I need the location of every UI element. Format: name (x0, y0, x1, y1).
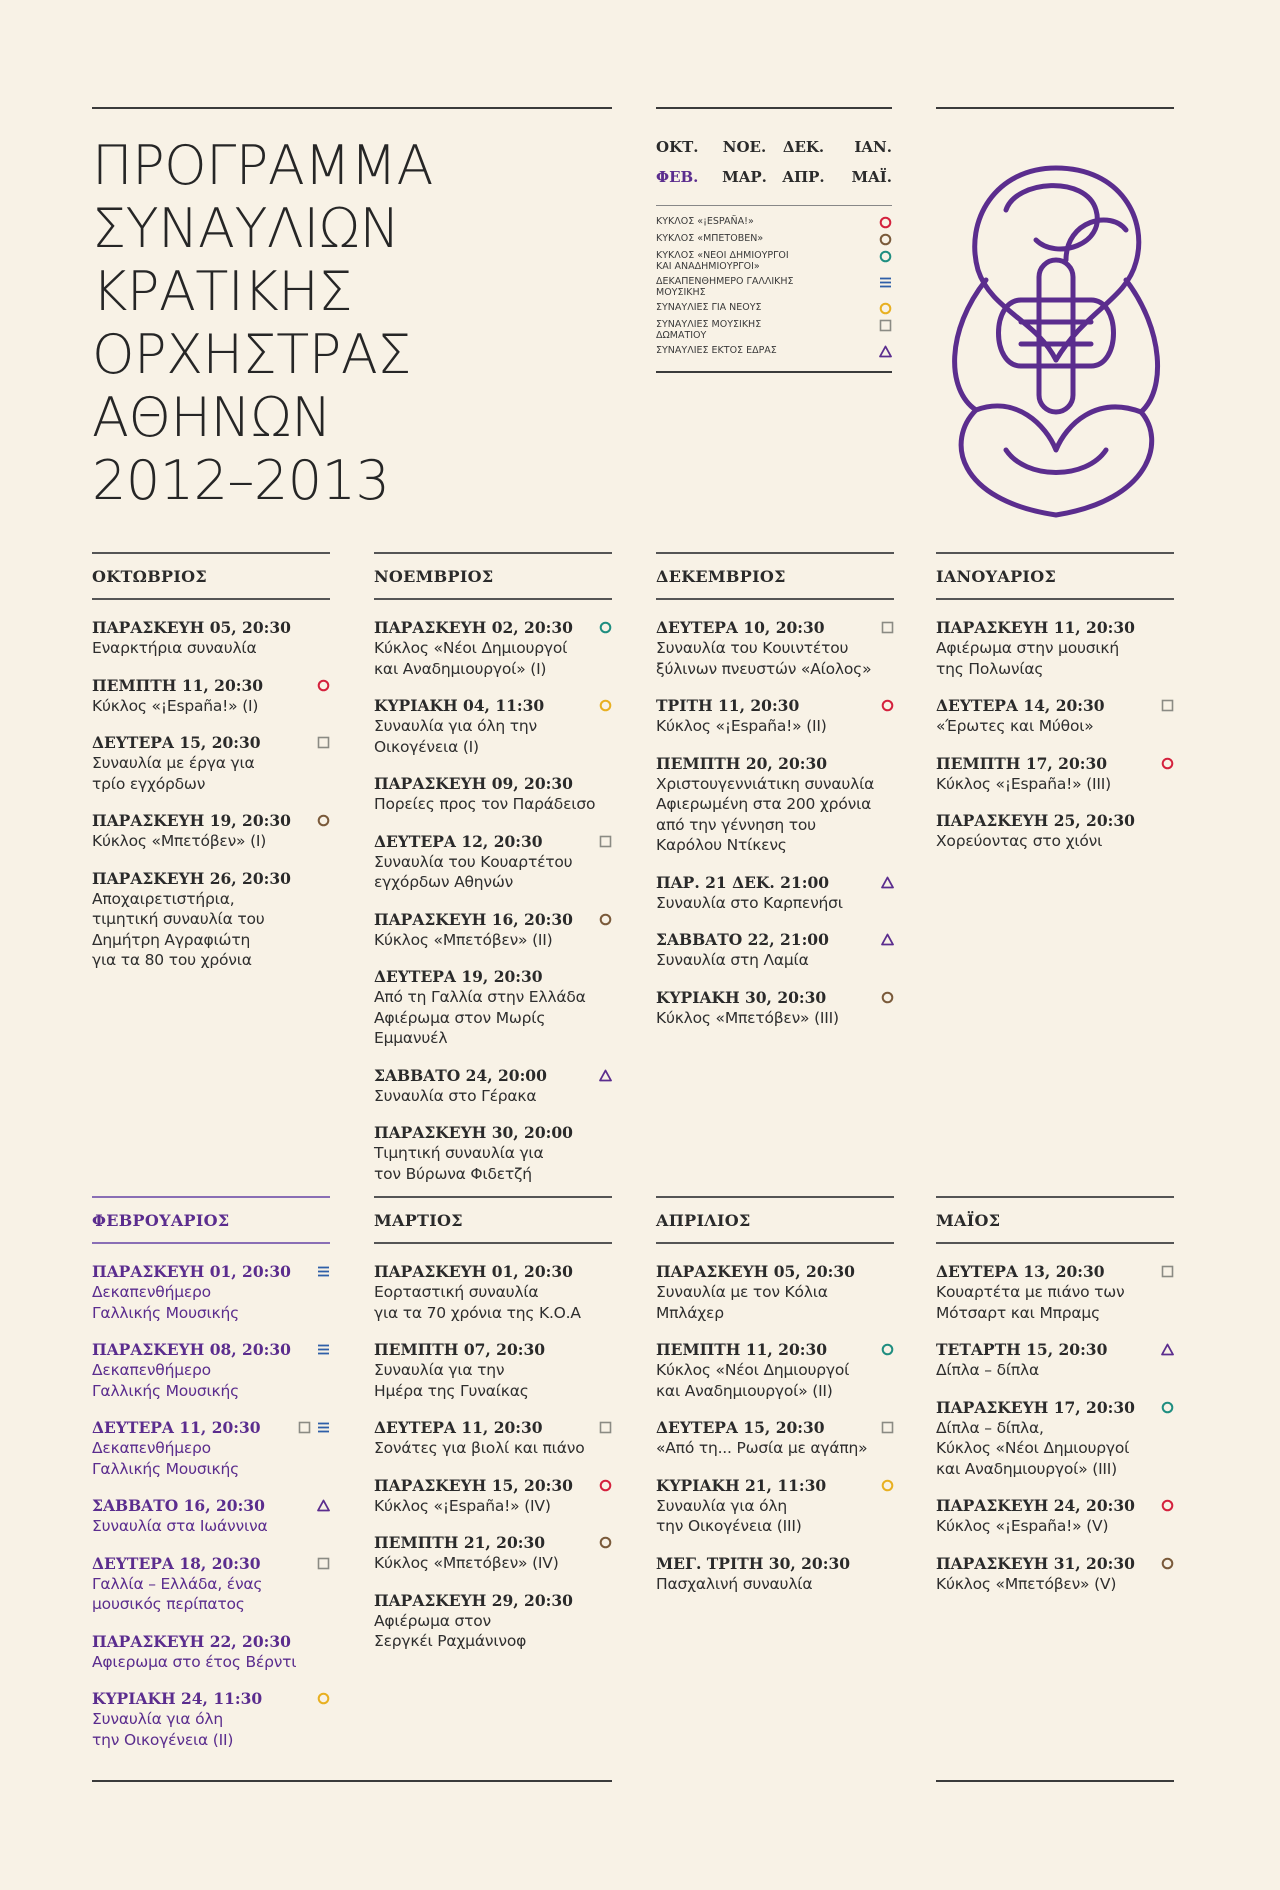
concert-date: ΔΕΥΤΕΡΑ 13, 20:30 (936, 1262, 1105, 1281)
title-line: ΠΡΟΓΡΑΜΜΑ (92, 134, 433, 197)
month-column (92, 1196, 330, 1767)
concert-symbols (881, 876, 894, 889)
concert-date: ΔΕΥΤΕΡΑ 12, 20:30 (374, 831, 543, 851)
concert-date: ΠΑΡΑΣΚΕΥΗ 19, 20:30 (92, 811, 291, 830)
concert-entry (374, 1418, 612, 1459)
concert-date: ΣΑΒΒΑΤΟ 16, 20:30 (92, 1496, 265, 1515)
title-line: ΑΘΗΝΩΝ (92, 386, 332, 449)
concert-description: Αφιερωμα στο έτος Βέρντι (92, 1652, 297, 1671)
concert-entry (92, 811, 330, 852)
concert-entry (374, 1262, 612, 1323)
beethoven-cycle-icon (599, 913, 612, 926)
concert-date: ΚΥΡΙΑΚΗ 04, 11:30 (374, 696, 545, 715)
concert-symbols (1161, 1557, 1174, 1570)
concert-symbols (317, 1343, 330, 1356)
concert-entry (656, 1476, 894, 1537)
month-heading: ΝΟΕΜΒΡΙΟΣ (374, 552, 612, 600)
concert-entry (656, 930, 894, 971)
concert-symbols (881, 991, 894, 1004)
legend-item (656, 216, 892, 229)
concert-entry (92, 676, 330, 717)
espana-cycle-icon (1161, 757, 1174, 770)
concert-entry (936, 754, 1174, 795)
concert-date: ΠΑΡΑΣΚΕΥΗ 15, 20:30 (374, 1475, 573, 1495)
legend-top-rule (656, 205, 892, 206)
concert-entry (656, 696, 894, 737)
youth-concert-icon (317, 1692, 330, 1705)
legend-item (656, 276, 892, 298)
concert-entry (92, 1262, 330, 1323)
concert-description: Εναρκτήρια συναυλία (92, 639, 257, 657)
month-column (656, 552, 894, 1045)
concert-description: Από τη Γαλλία στην Ελλάδα Αφιέρωμα στον Μωρίς Εμμανυέλ (374, 988, 586, 1047)
concert-description: Χριστουγεννιάτικη συναυλία Αφιερωμένη στα 200 χρόνια από την γέννηση του Καρόλου Ντίκενς (656, 774, 875, 854)
legend-item (656, 345, 892, 358)
concert-entry (936, 696, 1174, 737)
new-creators-cycle-icon (599, 621, 612, 634)
concert-symbols (599, 835, 612, 848)
concert-date: ΔΕΥΤΕΡΑ 14, 20:30 (936, 696, 1105, 715)
concert-description: Δεκαπενθήμερο Γαλλικής Μουσικής (92, 1361, 239, 1400)
concert-entry (92, 618, 330, 659)
beethoven-cycle-icon (879, 233, 892, 246)
legend (656, 216, 892, 362)
orchestra-logo-icon (936, 150, 1174, 522)
legend-bottom-rule (656, 371, 892, 373)
concert-date: ΔΕΥΤΕΡΑ 11, 20:30 (374, 1418, 543, 1437)
concert-entry (936, 618, 1174, 679)
concert-entry (374, 618, 612, 679)
concert-description: Συναυλία στο Καρπενήσι (656, 893, 843, 912)
concert-date: ΔΕΥΤΕΡΑ 15, 20:30 (92, 733, 261, 752)
offsite-concert-icon (879, 345, 892, 358)
concert-date: ΠΑΡΑΣΚΕΥΗ 09, 20:30 (374, 774, 573, 793)
title-line: 2012–2013 (92, 449, 390, 512)
concert-date: ΠΑΡΑΣΚΕΥΗ 11, 20:30 (936, 618, 1135, 637)
legend-item (656, 302, 892, 315)
concert-entry (936, 1398, 1174, 1480)
concert-description: Κύκλος «Μπετόβεν» (I) (92, 832, 267, 850)
month-column (374, 552, 612, 1201)
espana-cycle-icon (879, 216, 892, 229)
concert-symbols (317, 1499, 330, 1512)
concert-entry (374, 1340, 612, 1401)
concert-entry (374, 1476, 612, 1517)
french-music-icon (879, 276, 892, 289)
month-heading: ΑΠΡΙΛΙΟΣ (656, 1196, 894, 1244)
espana-cycle-icon (317, 679, 330, 692)
concert-entry (936, 1496, 1174, 1537)
concert-entry (374, 1123, 612, 1184)
concert-date: ΠΑΡΑΣΚΕΥΗ 29, 20:30 (374, 1590, 573, 1610)
concert-symbols (881, 1421, 894, 1434)
offsite-concert-icon (881, 933, 894, 946)
legend-label: ΣΥΝΑΥΛΙΕΣ ΜΟΥΣΙΚΗΣ ΔΩΜΑΤΙΟΥ (656, 319, 762, 341)
concert-entry (92, 1340, 330, 1401)
concert-description: Κύκλος «¡España!» (I) (92, 696, 259, 715)
concert-symbols (599, 1421, 612, 1434)
chamber-music-icon (298, 1421, 311, 1434)
concert-entry (374, 1066, 612, 1107)
concert-symbols (1161, 1499, 1174, 1512)
concert-description: Κύκλος «¡España!» (II) (656, 717, 827, 735)
title-line: ΟΡΧΗΣΤΡΑΣ (92, 323, 411, 386)
concert-date: ΠΑΡΑΣΚΕΥΗ 05, 20:30 (656, 1262, 855, 1281)
concert-date: ΠΑΡΑΣΚΕΥΗ 17, 20:30 (936, 1397, 1135, 1417)
concert-entry (656, 1262, 894, 1323)
concert-description: Εορταστική συναυλία για τα 70 χρόνια της Κ.Ο.Α (374, 1283, 581, 1322)
chamber-music-icon (881, 1421, 894, 1434)
month-heading: ΦΕΒΡΟΥΑΡΙΟΣ (92, 1196, 330, 1244)
concert-symbols (881, 621, 894, 634)
month-abbrev: ΔΕΚ. (782, 138, 825, 156)
concert-description: Συναυλία με έργα για τρίο εγχόρδων (92, 754, 255, 793)
concert-entry (374, 696, 612, 757)
concert-symbols (1161, 1401, 1174, 1414)
concert-description: Κουαρτέτα με πιάνο των Μότσαρτ και Μπραμς (936, 1283, 1125, 1322)
chamber-music-icon (1161, 699, 1174, 712)
concert-description: Κύκλος «Μπετόβεν» (III) (656, 1008, 839, 1027)
concert-symbols (881, 699, 894, 712)
title-line: ΣΥΝΑΥΛΙΩΝ (92, 197, 400, 260)
title-line: ΚΡΑΤΙΚΗΣ (92, 260, 352, 323)
concert-symbols (1161, 699, 1174, 712)
concert-date: ΠΑΡΑΣΚΕΥΗ 25, 20:30 (936, 811, 1135, 830)
month-abbrev: ΜΑΡ. (722, 168, 767, 186)
concert-description: Αποχαιρετιστήρια, τιμητική συναυλία του Δημήτρη Αγραφιώτη για τα 80 του χρόνια (92, 889, 265, 969)
concert-entry (656, 1554, 894, 1595)
month-index (656, 138, 892, 186)
month-abbrev: ΜΑΪ. (851, 168, 892, 186)
espana-cycle-icon (881, 699, 894, 712)
concert-date: ΠΕΜΠΤΗ 11, 20:30 (92, 675, 264, 695)
offsite-concert-icon (1161, 1343, 1174, 1356)
concert-date: ΜΕΓ. ΤΡΙΤΗ 30, 20:30 (656, 1553, 851, 1573)
concert-description: Δίπλα – δίπλα, Κύκλος «Νέοι Δημιουργοί και Αναδημιουργοί» (III) (936, 1418, 1130, 1478)
concert-entry (374, 1533, 612, 1574)
top-rule-middle (656, 107, 892, 109)
concert-date: ΔΕΥΤΕΡΑ 15, 20:30 (656, 1418, 825, 1437)
month-heading: ΙΑΝΟΥΑΡΙΟΣ (936, 552, 1174, 600)
concert-date: ΠΑΡΑΣΚΕΥΗ 26, 20:30 (92, 868, 291, 888)
concert-symbols (881, 933, 894, 946)
concert-symbols (599, 699, 612, 712)
concert-entry (936, 1554, 1174, 1595)
french-music-icon (317, 1265, 330, 1278)
concert-date: ΠΕΜΠΤΗ 21, 20:30 (374, 1533, 546, 1552)
legend-label: ΣΥΝΑΥΛΙΕΣ ΕΚΤΟΣ ΕΔΡΑΣ (656, 345, 777, 356)
concert-symbols (599, 1536, 612, 1549)
legend-item (656, 250, 892, 272)
concert-description: Συναυλία για όλη την Οικογένεια (I) (374, 717, 537, 756)
espana-cycle-icon (599, 1479, 612, 1492)
concert-entry (92, 1689, 330, 1750)
concert-description: Συναυλία για όλη την Οικογένεια (III) (656, 1496, 802, 1535)
concert-date: ΔΕΥΤΕΡΑ 10, 20:30 (656, 618, 825, 637)
concert-description: Συναυλία στα Ιωάννινα (92, 1517, 268, 1535)
concert-description: Συναυλία στη Λαμία (656, 951, 809, 969)
month-heading: ΟΚΤΩΒΡΙΟΣ (92, 552, 330, 600)
concert-date: ΠΑΡ. 21 ΔΕΚ. 21:00 (656, 872, 830, 892)
concert-entry (656, 754, 894, 856)
concert-symbols (317, 736, 330, 749)
offsite-concert-icon (881, 876, 894, 889)
concert-date: ΚΥΡΙΑΚΗ 21, 11:30 (656, 1475, 827, 1495)
beethoven-cycle-icon (1161, 1557, 1174, 1570)
concert-symbols (599, 621, 612, 634)
offsite-concert-icon (317, 1499, 330, 1512)
concert-description: Αφιέρωμα στην μουσική της Πολωνίας (936, 639, 1119, 678)
concert-date: ΚΥΡΙΑΚΗ 24, 11:30 (92, 1689, 263, 1708)
month-column (374, 1196, 612, 1669)
concert-date: ΤΕΤΑΡΤΗ 15, 20:30 (936, 1340, 1108, 1359)
chamber-music-icon (317, 1557, 330, 1570)
concert-entry (936, 811, 1174, 852)
chamber-music-icon (317, 736, 330, 749)
legend-label: ΚΥΚΛΟΣ «ΜΠΕΤΟΒΕΝ» (656, 233, 764, 244)
concert-description: Αφιέρωμα στον Σεργκέι Ραχμάνινοφ (374, 1611, 527, 1650)
concert-entry (374, 1591, 612, 1652)
beethoven-cycle-icon (317, 814, 330, 827)
chamber-music-icon (879, 319, 892, 332)
concert-entry (92, 869, 330, 971)
concert-description: Κύκλος «¡España!» (IV) (374, 1496, 551, 1515)
espana-cycle-icon (1161, 1499, 1174, 1512)
concert-date: ΣΑΒΒΑΤΟ 24, 20:00 (374, 1065, 547, 1085)
month-abbrev: ΟΚΤ. (656, 138, 699, 156)
beethoven-cycle-icon (881, 991, 894, 1004)
new-creators-cycle-icon (881, 1343, 894, 1356)
concert-symbols (1161, 1265, 1174, 1278)
month-abbrev: ΝΟΕ. (722, 138, 767, 156)
chamber-music-icon (599, 1421, 612, 1434)
legend-label: ΣΥΝΑΥΛΙΕΣ ΓΙΑ ΝΕΟΥΣ (656, 302, 762, 313)
concert-symbols (317, 1557, 330, 1570)
top-rule-right (936, 107, 1174, 109)
concert-description: Κύκλος «Νέοι Δημιουργοί και Αναδημιουργοί» (II) (656, 1361, 850, 1400)
concert-entry (92, 733, 330, 794)
concert-date: ΤΡΙΤΗ 11, 20:30 (656, 696, 800, 715)
concert-symbols (1161, 757, 1174, 770)
concert-description: Συναυλία για την Ημέρα της Γυναίκας (374, 1361, 529, 1400)
concert-entry (656, 1340, 894, 1401)
french-music-icon (317, 1421, 330, 1434)
concert-symbols (317, 1265, 330, 1278)
month-column (656, 1196, 894, 1611)
concert-symbols (317, 814, 330, 827)
concert-date: ΠΑΡΑΣΚΕΥΗ 31, 20:30 (936, 1553, 1135, 1573)
concert-entry (92, 1418, 330, 1479)
bottom-rule-left (92, 1780, 612, 1782)
concert-symbols (881, 1479, 894, 1492)
french-music-icon (317, 1343, 330, 1356)
concert-date: ΠΕΜΠΤΗ 07, 20:30 (374, 1340, 546, 1359)
top-rule-left (92, 107, 612, 109)
new-creators-cycle-icon (879, 250, 892, 263)
concert-description: Χορεύοντας στο χιόνι (936, 832, 1103, 850)
month-heading: ΔΕΚΕΜΒΡΙΟΣ (656, 552, 894, 600)
concert-entry (656, 1418, 894, 1459)
concert-description: Συναυλία με τον Κόλια Μπλάχερ (656, 1283, 828, 1322)
concert-description: Σονάτες για βιολί και πιάνο (374, 1439, 585, 1457)
concert-symbols (599, 913, 612, 926)
concert-description: «Έρωτες και Μύθοι» (936, 717, 1094, 735)
concert-date: ΠΑΡΑΣΚΕΥΗ 16, 20:30 (374, 909, 573, 929)
concert-date: ΠΑΡΑΣΚΕΥΗ 22, 20:30 (92, 1631, 291, 1651)
concert-description: Κύκλος «Μπετόβεν» (II) (374, 930, 553, 949)
concert-symbols (1161, 1343, 1174, 1356)
concert-symbols (317, 1692, 330, 1705)
concert-entry (936, 1340, 1174, 1381)
concert-description: Δεκαπενθήμερο Γαλλικής Μουσικής (92, 1283, 239, 1322)
concert-symbols (881, 1343, 894, 1356)
concert-date: ΠΑΡΑΣΚΕΥΗ 08, 20:30 (92, 1340, 291, 1359)
concert-date: ΠΑΡΑΣΚΕΥΗ 24, 20:30 (936, 1496, 1135, 1515)
concert-description: Κύκλος «¡España!» (III) (936, 774, 1112, 793)
concert-date: ΠΕΜΠΤΗ 11, 20:30 (656, 1340, 828, 1359)
concert-description: Συναυλία στο Γέρακα (374, 1086, 537, 1105)
chamber-music-icon (1161, 1265, 1174, 1278)
new-creators-cycle-icon (1161, 1401, 1174, 1414)
month-heading: ΜΑΪΟΣ (936, 1196, 1174, 1244)
youth-concert-icon (599, 699, 612, 712)
month-abbrev: ΙΑΝ. (854, 138, 892, 156)
concert-entry (92, 1496, 330, 1537)
legend-label: ΚΥΚΛΟΣ «ΝΕΟΙ ΔΗΜΙΟΥΡΓΟΙ ΚΑΙ ΑΝΑΔΗΜΙΟΥΡΓΟΙ» (656, 250, 789, 272)
concert-description: Συναυλία του Κουαρτέτου εγχόρδων Αθηνών (374, 852, 573, 891)
concert-description: Κύκλος «Μπετόβεν» (V) (936, 1574, 1117, 1593)
concert-symbols (298, 1421, 330, 1434)
concert-entry (656, 988, 894, 1029)
legend-item (656, 319, 892, 341)
month-column (92, 552, 330, 988)
concert-description: Συναυλία για όλη την Οικογένεια (II) (92, 1710, 234, 1749)
concert-entry (936, 1262, 1174, 1323)
concert-description: Δεκαπενθήμερο Γαλλικής Μουσικής (92, 1439, 239, 1478)
beethoven-cycle-icon (599, 1536, 612, 1549)
chamber-music-icon (599, 835, 612, 848)
concert-date: ΠΑΡΑΣΚΕΥΗ 01, 20:30 (374, 1262, 573, 1281)
concert-description: Κύκλος «¡España!» (V) (936, 1517, 1109, 1535)
concert-entry (374, 774, 612, 815)
month-heading: ΜΑΡΤΙΟΣ (374, 1196, 612, 1244)
concert-date: ΠΕΜΠΤΗ 20, 20:30 (656, 753, 828, 773)
concert-description: Συναυλία του Κουιντέτου ξύλινων πνευστών «Αίολος» (656, 639, 872, 678)
legend-label: ΔΕΚΑΠΕΝΘΗΜΕΡΟ ΓΑΛΛΙΚΗΣ ΜΟΥΣΙΚΗΣ (656, 276, 794, 298)
chamber-music-icon (881, 621, 894, 634)
concert-description: Τιμητική συναυλία για τον Βύρωνα Φιδετζή (374, 1144, 544, 1183)
concert-description: Κύκλος «Νέοι Δημιουργοί και Αναδημιουργοί» (I) (374, 639, 568, 678)
month-abbrev: ΦΕΒ. (656, 168, 699, 186)
concert-entry (92, 1554, 330, 1615)
month-column (936, 552, 1174, 869)
offsite-concert-icon (599, 1069, 612, 1082)
youth-concert-icon (881, 1479, 894, 1492)
concert-description: Πορείες προς τον Παράδεισο (374, 795, 596, 813)
concert-date: ΔΕΥΤΕΡΑ 18, 20:30 (92, 1553, 261, 1573)
month-abbrev: ΑΠΡ. (782, 168, 825, 186)
bottom-rule-right (936, 1780, 1174, 1782)
concert-date: ΠΑΡΑΣΚΕΥΗ 01, 20:30 (92, 1262, 291, 1281)
concert-symbols (317, 679, 330, 692)
concert-symbols (599, 1479, 612, 1492)
concert-date: ΣΑΒΒΑΤΟ 22, 21:00 (656, 930, 829, 949)
legend-label: ΚΥΚΛΟΣ «¡ESPAÑA!» (656, 216, 754, 227)
concert-description: Πασχαλινή συναυλία (656, 1574, 813, 1593)
concert-date: ΠΑΡΑΣΚΕΥΗ 30, 20:00 (374, 1123, 573, 1142)
concert-date: ΠΑΡΑΣΚΕΥΗ 05, 20:30 (92, 618, 291, 637)
concert-description: Δίπλα – δίπλα (936, 1361, 1040, 1379)
concert-date: ΠΑΡΑΣΚΕΥΗ 02, 20:30 (374, 618, 573, 637)
page-title (92, 134, 433, 512)
concert-entry (374, 910, 612, 951)
concert-entry (92, 1632, 330, 1673)
legend-item (656, 233, 892, 246)
concert-entry (656, 618, 894, 679)
youth-concert-icon (879, 302, 892, 315)
concert-entry (374, 967, 612, 1049)
concert-date: ΠΕΜΠΤΗ 17, 20:30 (936, 753, 1108, 773)
concert-date: ΚΥΡΙΑΚΗ 30, 20:30 (656, 987, 827, 1007)
concert-symbols (599, 1069, 612, 1082)
concert-description: Κύκλος «Μπετόβεν» (IV) (374, 1554, 559, 1572)
concert-date: ΔΕΥΤΕΡΑ 19, 20:30 (374, 967, 543, 986)
concert-date: ΔΕΥΤΕΡΑ 11, 20:30 (92, 1418, 261, 1437)
concert-entry (374, 832, 612, 893)
concert-description: Γαλλία – Ελλάδα, ένας μουσικός περίπατος (92, 1574, 263, 1613)
concert-entry (656, 873, 894, 914)
month-column (936, 1196, 1174, 1611)
concert-description: «Από τη... Ρωσία με αγάπη» (656, 1439, 868, 1457)
